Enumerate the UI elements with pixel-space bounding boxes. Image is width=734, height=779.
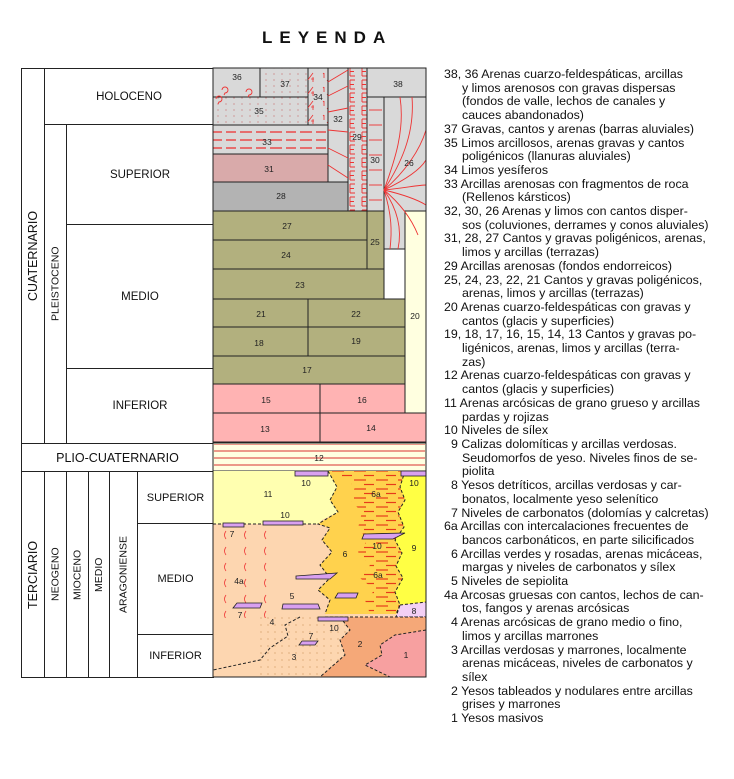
legend-code: 6: [451, 546, 458, 561]
legend-code: 12: [444, 368, 458, 383]
legend-item: [444, 616, 734, 643]
legend-code: 5: [451, 574, 458, 589]
legend-code: 37: [444, 121, 458, 136]
aragoniense-superior-label: SUPERIOR: [146, 491, 205, 504]
legend-item-continuation: y limos arenosos con gravas dispersas: [462, 80, 676, 95]
label-34: 34: [313, 92, 323, 102]
label-22: 22: [351, 309, 361, 319]
legend-code: 10: [444, 423, 458, 438]
aragoniense-inferior-label: INFERIOR: [149, 650, 202, 662]
strat-mark: [233, 603, 262, 608]
legend-item-continuation: cauces abandonados): [462, 108, 584, 123]
legend-item: [444, 274, 734, 301]
legend-code: 11: [444, 395, 457, 410]
label-31: 31: [264, 164, 274, 174]
label-38: 38: [393, 79, 403, 89]
legend-code: 9: [451, 436, 458, 451]
label-7b: 7: [237, 610, 243, 620]
legend-item: [444, 205, 734, 232]
legend-code: 25, 24, 23, 22, 21: [444, 272, 541, 287]
label-19: 19: [351, 336, 361, 346]
legend-item: [444, 548, 734, 575]
label-32: 32: [333, 114, 343, 124]
label-14: 14: [366, 423, 376, 433]
label-33: 33: [262, 137, 272, 147]
plio-cuaternario-label: PLIO-CUATERNARIO: [56, 450, 179, 465]
label-25: 25: [370, 237, 380, 247]
label-4: 4: [269, 617, 275, 627]
legend-item-first-line: [444, 328, 734, 342]
label-10c: 10: [280, 510, 290, 520]
legend-code: 4a: [444, 587, 458, 602]
label-10d: 10: [372, 541, 382, 551]
legend-item: [444, 479, 734, 506]
legend-item: [444, 328, 734, 369]
legend-item-continuation: zas): [462, 354, 486, 369]
legend-text: Cantos y gravas poligénicos,: [543, 272, 703, 287]
legend-item-continuation: cantos (glacis y superficies): [462, 382, 615, 397]
label-2: 2: [357, 639, 363, 649]
legend-item: [444, 575, 734, 589]
legend-item-first-line: [444, 520, 734, 534]
legend-text: Yesos detríticos, arcillas verdosas y car-: [461, 478, 682, 493]
legend-item-continuation: grises y marrones: [462, 697, 561, 712]
label-11: 11: [263, 489, 273, 499]
legend-text: Niveles de carbonatos (dolomías y calcretas): [461, 505, 709, 520]
label-28: 28: [276, 191, 286, 201]
aragoniense-medio-label: MEDIO: [157, 573, 194, 585]
legend-text: Arenas arcósicas de grano grueso y arcillas: [459, 395, 700, 410]
label-8: 8: [411, 606, 417, 616]
label-13: 13: [260, 424, 270, 434]
legend-code: 32, 30, 26: [444, 204, 500, 219]
legend-item: [444, 123, 734, 137]
legend-item-first-line: [444, 575, 734, 589]
label-5: 5: [289, 591, 295, 601]
strat-mark: [223, 523, 244, 527]
label-12: 12: [314, 453, 324, 463]
neogeno-label: NEOGENO: [49, 547, 62, 602]
legend-code: 6a: [444, 519, 458, 534]
legend-text: Cantos y gravas po-: [585, 327, 697, 342]
legend-item-continuation: arenas, limos y arcillas (terrazas): [462, 286, 644, 301]
legend-item-continuation: pardas y rojizas: [462, 409, 549, 424]
legend-item: [444, 164, 734, 178]
legend-item-first-line: [444, 507, 734, 521]
legend-code: 3: [451, 642, 458, 657]
label-10a: 10: [301, 478, 311, 488]
medio-label: MEDIO: [93, 557, 105, 592]
legend-item-first-line: [444, 685, 734, 699]
label-16: 16: [357, 395, 367, 405]
legend-code: 4: [451, 615, 458, 630]
legend-code: 7: [451, 505, 458, 520]
legend-item-continuation: ligénicos, arenas, limos y arcillas (terra-: [462, 341, 680, 356]
legend-item-first-line: [444, 260, 734, 274]
legend-item-continuation: arenas micáceas, niveles de carbonatos y: [462, 656, 693, 671]
legend-item-continuation: tos, fangos y arenas arcósicas: [462, 601, 630, 616]
legend-item: [444, 232, 734, 259]
legend-item-continuation: Seudomorfos de yeso. Niveles finos de se-: [462, 450, 698, 465]
legend-item-continuation: bancos carbonáticos, en parte silicificados: [462, 532, 695, 547]
legend-text: Cantos y gravas poligénicos, arenas,: [502, 231, 706, 246]
legend-item-first-line: [444, 424, 734, 438]
legend-text: Arcillas arenosas (fondos endorreicos): [460, 258, 672, 273]
terciario-label: TERCIARIO: [26, 540, 40, 609]
label-35: 35: [254, 106, 264, 116]
legend-text: Arcillas verdes y rosadas, arenas micáceas,: [460, 546, 703, 561]
legend-item-first-line: [444, 232, 734, 246]
legend-code: 34: [444, 162, 458, 177]
pleistoceno-inferior-label: INFERIOR: [112, 400, 168, 412]
label-26: 26: [404, 158, 414, 168]
legend-item-first-line: [444, 274, 734, 288]
legend-item: [444, 644, 734, 685]
legend-item-continuation: (fondos de valle, lechos de canales y: [462, 94, 666, 109]
legend-item-first-line: [444, 548, 734, 562]
legend-text: Arenas cuarzo-feldespáticas con gravas y: [460, 368, 691, 383]
legend-code: 35: [444, 135, 458, 150]
legend-item-first-line: [444, 164, 734, 178]
legend-item-continuation: margas y niveles de carbonatos y sílex: [462, 560, 676, 575]
legend-item: [444, 68, 734, 123]
legend-item-first-line: [444, 438, 734, 452]
legend-text: Arcillas verdosas y marrones, localmente: [460, 642, 687, 657]
legend-code: 38, 36: [444, 67, 479, 81]
label-7a: 7: [229, 529, 235, 539]
legend-item: [444, 301, 734, 328]
legend-text: Niveles de sepiolita: [461, 574, 569, 589]
legend-text: Yesos masivos: [461, 711, 544, 726]
legend-item: [444, 397, 734, 424]
legend-title: LEYENDA: [262, 28, 393, 47]
legend-item-first-line: [444, 397, 734, 411]
legend-item-continuation: bonatos, localmente yeso selenítico: [462, 491, 659, 506]
legend-code: 2: [451, 683, 458, 698]
legend-item: [444, 178, 734, 205]
legend-text: Arenas y limos con cantos disper-: [501, 204, 688, 219]
legend-item-continuation: sílex: [462, 669, 488, 684]
label-6a-lower: 6a: [373, 570, 383, 580]
legend-item-first-line: [444, 616, 734, 630]
label-7c: 7: [308, 631, 314, 641]
label-29: 29: [352, 132, 362, 142]
legend-item-continuation: poligénicos (llanuras aluviales): [462, 149, 631, 164]
legend-code: 29: [444, 258, 458, 273]
legend-item-first-line: [444, 301, 734, 315]
label-18: 18: [254, 338, 264, 348]
legend-item: [444, 507, 734, 521]
label-24: 24: [281, 250, 291, 260]
holoceno-label: HOLOCENO: [96, 90, 162, 103]
strat-mark: [335, 593, 358, 598]
legend-text: Arenas cuarzo-feldespáticas con gravas y: [460, 299, 691, 314]
legend-item: [444, 137, 734, 164]
label-37: 37: [280, 79, 290, 89]
label-20: 20: [410, 311, 420, 321]
cuaternario-label: CUATERNARIO: [26, 210, 40, 302]
legend-item-first-line: [444, 68, 734, 82]
legend-item: [444, 520, 734, 547]
pleistoceno-superior-label: SUPERIOR: [109, 168, 171, 181]
legend-list: [444, 68, 734, 726]
legend-item-first-line: [444, 205, 734, 219]
legend-text: Arcillas con intercalaciones frecuentes de: [460, 519, 689, 534]
legend-text: Niveles de sílex: [461, 423, 549, 438]
legend-item-first-line: [444, 369, 734, 383]
legend-item: [444, 260, 734, 274]
legend-text: Arcillas arenosas con fragmentos de roca: [460, 176, 689, 191]
strat-mark: [299, 641, 318, 645]
legend-item-continuation: piolita: [462, 464, 495, 479]
legend-text: Arenas arcósicas de grano medio o fino,: [460, 615, 683, 630]
label-36: 36: [232, 72, 242, 82]
legend-code: 19, 18, 17, 16, 15, 14, 13: [444, 327, 582, 342]
unit-11: [213, 471, 338, 524]
legend-item: [444, 424, 734, 438]
legend-item-first-line: [444, 589, 734, 603]
label-10e: 10: [329, 623, 339, 633]
legend-item-first-line: [444, 479, 734, 493]
label-1: 1: [403, 650, 409, 660]
legend-code: 1: [451, 711, 458, 726]
legend-code: 31, 28, 27: [444, 231, 500, 246]
label-10b: 10: [409, 478, 419, 488]
legend-item-first-line: [444, 712, 734, 726]
pleistoceno-medio-label: MEDIO: [121, 290, 159, 303]
legend-item-first-line: [444, 178, 734, 192]
legend-item: [444, 589, 734, 616]
label-15: 15: [261, 395, 271, 405]
legend-item-continuation: limos y arcillas marrones: [462, 628, 599, 643]
legend-text: Arenas cuarzo-feldespáticas, arcillas: [481, 67, 684, 81]
legend-code: 33: [444, 176, 458, 191]
label-21: 21: [256, 309, 266, 319]
legend-item: [444, 369, 734, 396]
label-6: 6: [342, 549, 348, 559]
label-3: 3: [291, 652, 297, 662]
pleistoceno-label: PLEISTOCENO: [49, 246, 62, 322]
legend-item: [444, 685, 734, 712]
label-23: 23: [295, 280, 305, 290]
legend-item-first-line: [444, 644, 734, 658]
legend-item: [444, 438, 734, 479]
unit-32: [328, 68, 348, 182]
legend-code: 8: [451, 478, 458, 493]
label-6a-upper: 6a: [371, 489, 381, 499]
label-17: 17: [302, 365, 312, 375]
legend-item-continuation: cantos (glacis y superficies): [462, 313, 615, 328]
legend-item-first-line: [444, 137, 734, 151]
legend-item-first-line: [444, 123, 734, 137]
legend-text: Limos yesíferos: [461, 162, 549, 177]
aragoniense-label: ARAGONIENSE: [117, 535, 130, 614]
mioceno-label: MIOCENO: [71, 549, 84, 600]
unit-30: [367, 97, 384, 211]
legend-text: Arcosas gruesas con cantos, lechos de can-: [460, 587, 704, 602]
strat-mark: [295, 471, 328, 476]
legend-text: Yesos tableados y nodulares entre arcillas: [461, 683, 693, 698]
label-30: 30: [370, 155, 380, 165]
legend-item-continuation: limos y arcillas (terrazas): [462, 245, 600, 260]
strat-mark: [282, 604, 320, 609]
legend-item-continuation: sos (coluviones, derrames y conos aluviales): [462, 217, 709, 232]
legend-item-continuation: (Rellenos kársticos): [462, 190, 571, 205]
legend-text: Gravas, cantos y arenas (barras aluviales): [461, 121, 695, 136]
label-27: 27: [282, 221, 292, 231]
legend-text: Calizas dolomíticas y arcillas verdosas.: [461, 436, 677, 451]
legend-code: 20: [444, 299, 458, 314]
strat-mark: [263, 521, 303, 525]
strat-mark: [318, 617, 348, 621]
strat-mark: [401, 471, 426, 476]
legend-text: Limos arcillosos, arenas gravas y cantos: [461, 135, 685, 150]
label-9: 9: [411, 543, 417, 553]
label-4a: 4a: [234, 576, 244, 586]
legend-item: [444, 712, 734, 726]
